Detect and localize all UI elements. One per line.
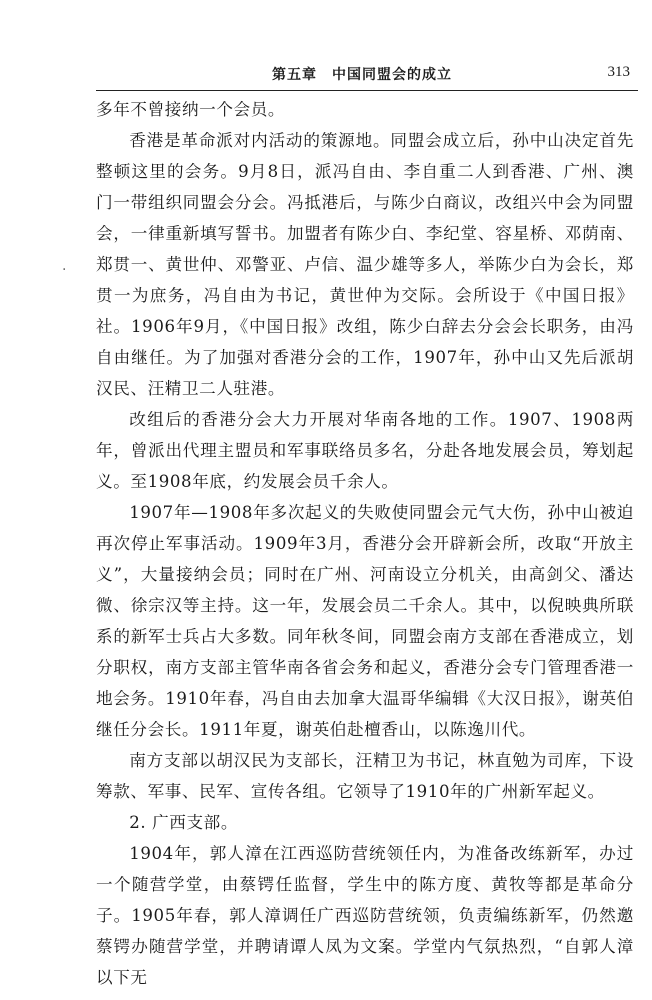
paragraph-hongkong-base: 香港是革命派对内活动的策源地。同盟会成立后，孙中山决定首先整顿这里的会务。9月8日，派冯自由、李自重二人到香港、广州、澳门一带组织同盟会分会。冯抵港后，与陈少白商议，改组兴中会为同盟会，一律重新填写誓书。加盟者有陈少白、李纪堂、容星桥、邓荫南、郑贯一、黄世仲、邓警亚、卢信、温少雄等多人，举陈少白为会长，郑贯一为庶务，冯自由为书记，黄世仲为交际。会所设于《中国日报》社。1906年9月，《中国日报》改组，陈少白辞去分会会长职务，由冯自由继任。为了加强对香港分会的工作，1907年，孙中山又先后派胡汉民、汪精卫二人驻港。 (96, 131, 634, 398)
paragraph-1907-1908: 1907年—1908年多次起义的失败使同盟会元气大伤，孙中山被迫再次停止军事活动。1909年3月，香港分会开辟新会所，改取“开放主义”，大量接纳会员；同时在广州、河南设立分机关，由高剑父、潘达微、徐宗汉等主持。这一年，发展会员二千余人。其中，以倪映典所联系的新军士兵占大多数。同年秋冬间，同盟会南方支部在香港成立，划分职权，南方支部主管华南各省会务和起义，香港分会专门管理香港一地会务。1910年春，冯自由去加拿大温哥华编辑《大汉日报》，谢英伯继任分会长。1911年夏，谢英伯赴檀香山，以陈逸川代。 (96, 503, 634, 739)
paragraph-hongkong-reorg: 改组后的香港分会大力开展对华南各地的工作。1907、1908两年，曾派出代理主盟员和军事联络员多名，分赴各地发展会员，筹划起义。至1908年底，约发展会员千余人。 (96, 410, 634, 491)
body-text (96, 94, 634, 993)
margin-mark: . (62, 258, 67, 274)
paragraph-southern-branch: 南方支部以胡汉民为支部长，汪精卫为书记，林直勉为司库，下设筹款、军事、民军、宣传各组。它领导了1910年的广州新军起义。 (96, 751, 634, 801)
page-number: 313 (607, 64, 630, 80)
chapter-title: 第五章 中国同盟会的成立 (272, 67, 452, 83)
running-head (96, 60, 638, 91)
paragraph-guangxi: 1904年，郭人漳在江西巡防营统领任内，为准备改练新军，办过一个随营学堂，由蔡锷任监督，学生中的陈方度、黄牧等都是革命分子。1905年春，郭人漳调任广西巡防营统领，负责编练新军，仍然邀蔡锷办随营学堂，并聘请谭人凤为文案。学堂内气氛热烈，“自郭人漳以下无 (96, 844, 634, 987)
paragraph-continuation: 多年不曾接纳一个会员。 (96, 100, 286, 119)
section-heading-guangxi: 2. 广西支部。 (129, 813, 239, 832)
